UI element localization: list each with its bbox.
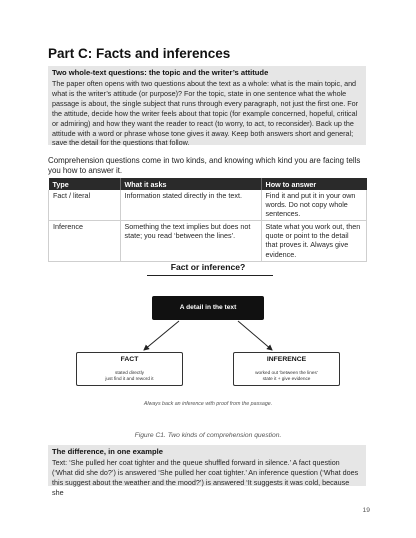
column-header-type: Type — [49, 178, 121, 190]
example-box — [48, 445, 366, 497]
column-header-what-it-asks: What it asks — [120, 178, 261, 190]
box-heading: The difference, in one example — [52, 447, 163, 456]
inference-node-text — [234, 370, 339, 382]
box-text: Text: ‘She pulled her coat tighter and the queue shuffled forward in silence.’ A fact question (‘What did she do?’) is answered ‘She pulled her coat tighter.’ An inference question (‘What does this suggest about the weather and the mood?’) is answered ‘It suggests it was cold, because she — [52, 458, 359, 497]
table-cell: Inference — [49, 221, 121, 261]
arrow-to-inference — [238, 321, 272, 350]
table-cell: Fact / literal — [49, 190, 121, 221]
intro-paragraph: Comprehension questions come in two kinds, and knowing which kind you are facing tells you how to answer it. — [48, 156, 361, 176]
diagram-title: Fact or inference? — [170, 262, 246, 272]
diagram-note: Always back an inference with proof from the passage. — [143, 401, 273, 407]
inference-node-line: worked out ‘between the lines’ — [255, 370, 318, 375]
arrow-to-fact — [144, 321, 179, 350]
inference-node-title: INFERENCE — [266, 356, 307, 363]
inference-node — [233, 352, 340, 386]
fact-node — [76, 352, 183, 386]
fact-node-text — [77, 370, 182, 382]
inference-node-line: state it + give evidence — [262, 376, 311, 381]
detail-node: A detail in the text — [152, 296, 264, 320]
box-heading: Two whole-text questions: the topic and the writer’s attitude — [52, 68, 269, 77]
fact-node-title: FACT — [120, 356, 139, 363]
page-number: 19 — [362, 507, 370, 514]
box-text: The paper often opens with two questions about the text as a whole: what is the main topic, and what is the writer’s attitude (or purpose)? For the topic, state in one sentence what the whole passage is about, the single subject that runs through every paragraph, not just the first one. For the attitude, decide how the writer feels about that topic (for example concerned, hopeful, critical or admiring) and how they want the reader to react (to worry, to act, to reconsider). Back up the attitude with a word or phrase whose tone gives it away. Keep both answers short and general; save the detail for the questions that follow. — [52, 79, 359, 148]
table-cell: State what you work out, then quote or point to the detail that proves it. Always give evidence. — [261, 221, 367, 261]
table-cell: Something the text implies but does not state; you read ‘between the lines’. — [120, 221, 261, 261]
column-header-how-to-answer: How to answer — [261, 178, 367, 190]
table-cell: Find it and put it in your own words. Do not copy whole sentences. — [261, 190, 367, 221]
figure-caption: Figure C1. Two kinds of comprehension question. — [134, 432, 282, 439]
table-cell: Information stated directly in the text. — [120, 190, 261, 221]
fact-node-line: just find it and reword it — [105, 376, 154, 381]
fact-node-line: stated directly — [115, 370, 144, 375]
section-title: Part C: Facts and inferences — [48, 46, 231, 61]
